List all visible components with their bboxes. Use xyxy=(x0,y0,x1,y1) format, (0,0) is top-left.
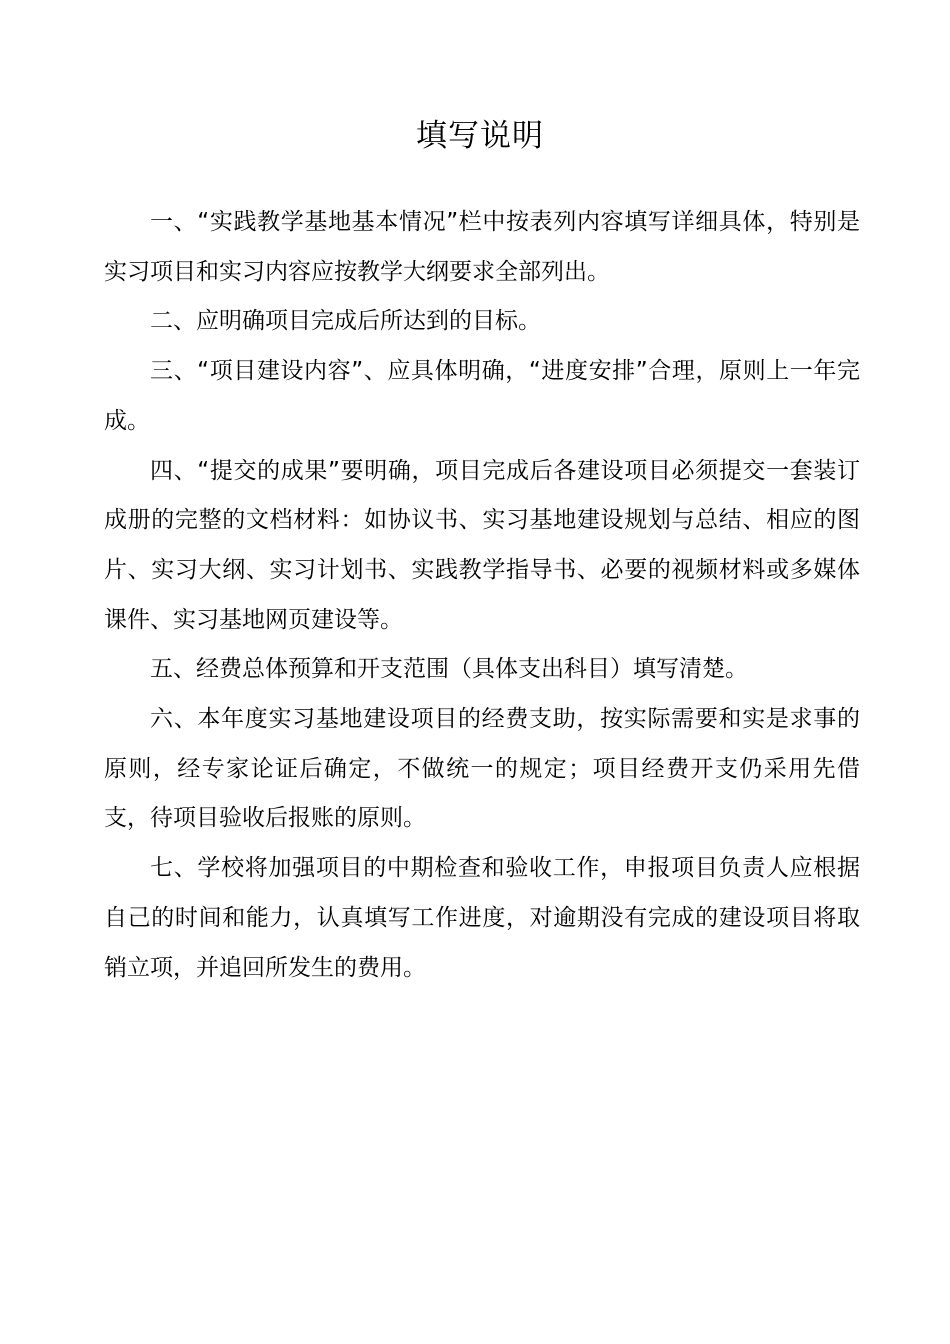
instruction-paragraph-1: 一、“实践教学基地基本情况”栏中按表列内容填写详细具体，特别是实习项目和实习内容应按教学大纲要求全部列出。 xyxy=(104,209,860,285)
instructions-body xyxy=(104,198,860,993)
instruction-paragraph-6: 六、本年度实习基地建设项目的经费支助，按实际需要和实是求事的原则，经专家论证后确定，不做统一的规定；项目经费开支仍采用先借支，待项目验收后报账的原则。 xyxy=(104,706,860,832)
instruction-paragraph-7: 七、学校将加强项目的中期检查和验收工作，申报项目负责人应根据自己的时间和能力，认真填写工作进度，对逾期没有完成的建设项目将取销立项，并追回所发生的费用。 xyxy=(104,855,860,981)
page-title: 填写说明 xyxy=(416,118,544,154)
instruction-paragraph-4: 四、“提交的成果”要明确，项目完成后各建设项目必须提交一套装订成册的完整的文档材料：如协议书、实习基地建设规划与总结、相应的图片、实习大纲、实习计划书、实践教学指导书、必要的视频材料或多媒体课件、实习基地网页建设等。 xyxy=(104,457,860,633)
instruction-paragraph-3: 三、“项目建设内容”、应具体明确，“进度安排”合理，原则上一年完成。 xyxy=(104,358,860,434)
instruction-paragraph-5: 五、经费总体预算和开支范围（具体支出科目）填写清楚。 xyxy=(150,656,748,683)
instruction-paragraph-2: 二、应明确项目完成后所达到的目标。 xyxy=(150,308,541,335)
